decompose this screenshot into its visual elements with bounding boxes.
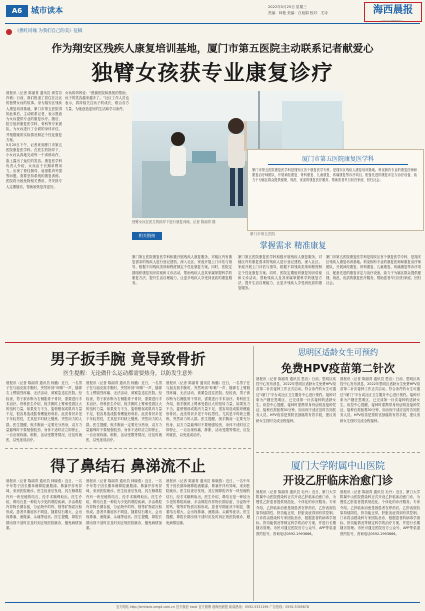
section-divider-2: [5, 448, 251, 449]
article3-body-col3: 晨报讯（记者 陈丽青 通讯员 林晓燕）近日，一名中年男子因长期单侧鼻腔流脓涕、鼻塞并伴有异味，来到医院就诊。医生检查后发现，其左侧鼻腔内有一块坚硬的结石，经手术顺利取出。医生介绍，鼻结石是一种较为少见的鼻腔疾病，多由鼻腔内异物长期存留，分泌物中的钙、镁等矿物质沉积形成。患者早期症状不明显，随着结石增大，会出现鼻塞、流脓涕、头痛等症状。医生提醒，鼻腔长期出现不适时应及时到正规医院就诊，避免病情加重。: [166, 479, 250, 525]
article3-body-col2: 晨报讯（记者 陈丽青 通讯员 林晓燕）近日，一名中年男子因长期单侧鼻腔流脓涕、鼻塞并伴有异味，来到医院就诊。医生检查后发现，其左侧鼻腔内有一块坚硬的结石，经手术顺利取出。医生介绍，鼻结石是一种较为少见的鼻腔疾病，多由鼻腔内异物长期存留，分泌物中的钙、镁等矿物质沉积形成。患者早期症状不明显，随着结石增大，会出现鼻塞、流脓涕、头痛等症状。医生提醒，鼻腔长期出现不适时应及时到正规医院就诊，避免病情加重。: [86, 479, 162, 530]
photo-caption: 独臂女孩在医生的指导下进行康复训练。记者 陈丽青 摄: [132, 220, 216, 224]
column-divider: [253, 346, 254, 601]
lead-body-col1: 晨报讯（记者 陈丽青 通讯员 黄雪芬 肖敏）日前，我们报道了居住在社区的独臂女孩的故事。身为翔安区残疾人康复培训基地，厦门市第五医院得知此事后，主动联系记者，表示愿意为女孩提供专业的康复诊疗。随后，院方组织康复医学科、骨科等专家团队，为女孩进行了全面的身体评估，并根据她的实际情况制定个性化康复方案。 5月20日下午，记者来到厦门市第五医院康复医学科。在医生的指导下，小女孩认真地完成每一个训练动作，脸上露出了灿烂的笑容。康复医学科负责人介绍，女孩由于长期单臂用力，出现了脊柱侧弯、肩颈肌肉劳损等问题，需要坚持系统的康复训练。医院将为她免除相关费用，并安排专人定期随访，帮助她恢复得更好。: [6, 91, 62, 189]
article4-top-label: 思明区适龄女生可预约: [298, 348, 378, 357]
article2-body-col1: 晨报讯（记者 陈丽青 通讯员 杨璐）近日，一名男子在与朋友扳手腕时，突然听到“咔嚓”一声，随即右上臂剧烈疼痛、无法活动，被紧急送往医院。经检查，男子被诊断为右侧肱骨干骨折，需要进行手术治疗。骨科医生介绍，扳手腕时上臂承受着巨大的扭转力量，如果发力不当、姿势错误或肌肉力量不足，很容易造成肱骨螺旋形骨折。此类骨折多见于年轻男性，尤其是平时缺乏锻炼、突然用力的人群。医生提醒，扳手腕前一定要充分热身，双方力量悬殊时不要勉强较劲，身体不适时应立即停止，一旦出现疼痛、肿胀、活动受限等情况，应及时就医，以免延误治疗。: [6, 381, 82, 443]
related-headline: 掌握需求 精准康复: [259, 241, 327, 250]
topic-bullet-icon: [6, 29, 12, 35]
article5-headline2: 开设乙肝临床治愈门诊: [283, 474, 393, 487]
lead-body-col2: 女孩的妈妈说：“感谢医院和晨报的帮助，孩子的笑容越来越多了。”社区工作人员也表示，将持续关注孩子的成长，联合各方力量，为她创造更好的生活和学习条件。: [65, 91, 129, 111]
dept-body: 厦门市第五医院康复医学科是翔安区首个康复医学专科，是翔安区残疾人康复培训基地。科室拥有专业的康复医师和康复治疗师团队，开展神经康复、骨科康复、儿童康复、疼痛康复等诊疗项目，配备先进的康复评定与治疗设备，致力于为辖区群众提供便捷、规范、优质的康复医疗服务，帮助患者早日回归家庭、回归社会。: [252, 168, 417, 182]
article5-body-col1: 晨报讯（记者 陈丽青 通讯员 毛丹）近日，厦门大学附属中山医院感染科正式开设乙肝临床治愈门诊，为慢性乙肝患者提供规范化、个体化的诊疗服务。专家介绍，乙肝临床治愈是指患者在停药后，乙肝表面抗原持续阴性，肝功能正常，肝脏炎症得到有效控制。门诊将由感染科专家团队坐诊，根据患者的病毒学指标、肝功能情况等制定科学的治疗方案，并进行长期随访管理。市民可通过医院官方公众号、APP等渠道预约挂号，咨询电话0592-2993666。: [256, 490, 336, 536]
related-label: 相关链接: [132, 232, 162, 240]
related-body-col3: 厦门市第五医院康复医学科是翔安区首个康复医学专科，是翔安区残疾人康复培训基地。科室拥有专业的康复医师和康复治疗师团队，开展神经康复、骨科康复、儿童康复、疼痛康复等诊疗项目，配备先进的康复评定与治疗设备，致力于为辖区群众提供便捷、规范、优质的康复医疗服务，帮助患者早日回归家庭、回归社会。: [326, 255, 421, 286]
article4-headline: 免费HPV疫苗第二针次: [281, 362, 395, 375]
paper-logo: 海西晨报: [364, 2, 422, 22]
article5-headline: 厦门大学附属中山医院: [291, 461, 385, 472]
article2-headline: 男子扳手腕 竟导致骨折: [50, 350, 206, 368]
dept-title-rule: [268, 164, 408, 165]
date-line: 2022年5月25日 星期三: [268, 5, 307, 9]
related-body-col2: 厦门第五医院康复医学科积极开展残疾人康复服务，对辖区内有康复需求的残疾人进行登记建档，深入社区、家庭开展上门评估与指导，根据不同残疾类别和程度制定个性化康复方案。同时，医院定期组织康复知识讲座和义诊活动，帮助残疾人及其家属掌握科学的康复方法，提升生活自理能力，让更多残疾人享受到优质的康复服务。: [238, 255, 322, 291]
paper-pinyin: HAIXI CHENBAO: [381, 20, 403, 23]
lead-kicker: 作为翔安区残疾人康复培训基地，厦门市第五医院主动联系记者献爱心: [51, 43, 374, 55]
related-source: 厦门市第五医院: [250, 232, 276, 236]
article2-body-col3: 晨报讯（记者 陈丽青 通讯员 杨璐）近日，一名男子在与朋友扳手腕时，突然听到“咔嚓”一声，随即右上臂剧烈疼痛、无法活动，被紧急送往医院。经检查，男子被诊断为右侧肱骨干骨折，需要进行手术治疗。骨科医生介绍，扳手腕时上臂承受着巨大的扭转力量，如果发力不当、姿势错误或肌肉力量不足，很容易造成肱骨螺旋形骨折。此类骨折多见于年轻男性，尤其是平时缺乏锻炼、突然用力的人群。医生提醒，扳手腕前一定要充分热身，双方力量悬殊时不要勉强较劲，身体不适时应立即停止，一旦出现疼痛、肿胀、活动受限等情况，应及时就医，以免延误治疗。: [166, 381, 250, 438]
section-divider-3: [256, 452, 420, 453]
footer-text: 官方网站 http://xmhxcb.xmgd.com.cn 官方微信 hxcb 官方微博 @海西晨报 新闻热线：0592-5331199 广告热线：0592-5305678: [116, 605, 309, 609]
article3-body-col1: 晨报讯（记者 陈丽青 通讯员 林晓燕）近日，一名中年男子因长期单侧鼻腔流脓涕、鼻塞并伴有异味，来到医院就诊。医生检查后发现，其左侧鼻腔内有一块坚硬的结石，经手术顺利取出。医生介绍，鼻结石是一种较为少见的鼻腔疾病，多由鼻腔内异物长期存留，分泌物中的钙、镁等矿物质沉积形成。患者早期症状不明显，随着结石增大，会出现鼻塞、流脓涕、头痛等症状。医生提醒，鼻腔长期出现不适时应及时到正规医院就诊，避免病情加重。: [6, 479, 82, 530]
editor-line: 责编：林艳 美编：白旭娟 校对：尤诗: [268, 11, 328, 15]
article4-body-col2: 晨报讯（记者 陈丽青 通讯员 思宣）日前，思明区疾控中心发布消息，2022年思明区适龄女生免费HPV疫苗第二针次接种工作正式启动。符合条件的女生可通过“i厦门”平台或社区卫生服务中心进行预约。接种对象为户籍在思明区、已完成第一针次接种的适龄女生。疾控中心提醒，接种时需携带身份证明及接种凭证，接种后需留观30分钟，如出现不适应及时告知医务人员。HPV疫苗是预防宫颈癌的有效手段，建议适龄女生按时完成全程接种。: [340, 377, 420, 423]
article2-body-col2: 晨报讯（记者 陈丽青 通讯员 杨璐）近日，一名男子在与朋友扳手腕时，突然听到“咔嚓”一声，随即右上臂剧烈疼痛、无法活动，被紧急送往医院。经检查，男子被诊断为右侧肱骨干骨折，需要进行手术治疗。骨科医生介绍，扳手腕时上臂承受着巨大的扭转力量，如果发力不当、姿势错误或肌肉力量不足，很容易造成肱骨螺旋形骨折。此类骨折多见于年轻男性，尤其是平时缺乏锻炼、突然用力的人群。医生提醒，扳手腕前一定要充分热身，双方力量悬殊时不要勉强较劲，身体不适时应立即停止，一旦出现疼痛、肿胀、活动受限等情况，应及时就医，以免延误治疗。: [86, 381, 162, 443]
page-number-badge: A6: [6, 5, 28, 17]
topic-label: 《携红同缘 为我们自己的美》征稿: [15, 29, 83, 34]
article4-body-col1: 晨报讯（记者 陈丽青 通讯员 思宣）日前，思明区疾控中心发布消息，2022年思明区适龄女生免费HPV疫苗第二针次接种工作正式启动。符合条件的女生可通过“i厦门”平台或社区卫生服务中心进行预约。接种对象为户籍在思明区、已完成第一针次接种的适龄女生。疾控中心提醒，接种时需携带身份证明及接种凭证，接种后需留观30分钟，如出现不适应及时告知医务人员。HPV疫苗是预防宫颈癌的有效手段，建议适龄女生按时完成全程接种。: [256, 377, 336, 423]
article2-subhead: 医生提醒：无论做什么运动都需要热身，以防发生意外: [63, 371, 193, 377]
article5-body-col2: 晨报讯（记者 陈丽青 通讯员 毛丹）近日，厦门大学附属中山医院感染科正式开设乙肝临床治愈门诊，为慢性乙肝患者提供规范化、个体化的诊疗服务。专家介绍，乙肝临床治愈是指患者在停药后，乙肝表面抗原持续阴性，肝功能正常，肝脏炎症得到有效控制。门诊将由感染科专家团队坐诊，根据患者的病毒学指标、肝功能情况等制定科学的治疗方案，并进行长期随访管理。市民可通过医院官方公众号、APP等渠道预约挂号，咨询电话0592-2993666。: [340, 490, 420, 536]
article3-headline: 得了鼻结石 鼻涕流不止: [50, 457, 206, 475]
footer-rule: [5, 602, 420, 603]
dept-title: 厦门市第五医院康复医学科: [301, 156, 374, 163]
related-body-col1: 厦门第五医院康复医学科积极开展残疾人康复服务，对辖区内有康复需求的残疾人进行登记建档，深入社区、家庭开展上门评估与指导，根据不同残疾类别和程度制定个性化康复方案。同时，医院定期组织康复知识讲座和义诊活动，帮助残疾人及其家属掌握科学的康复方法，提升生活自理能力，让更多残疾人享受到优质的康复服务。: [132, 255, 232, 286]
section-name: 城市读本: [31, 6, 63, 15]
lead-headline: 独臂女孩获专业康复诊疗: [91, 61, 334, 85]
header-rule: [5, 23, 420, 24]
section-divider-1: [5, 342, 420, 343]
